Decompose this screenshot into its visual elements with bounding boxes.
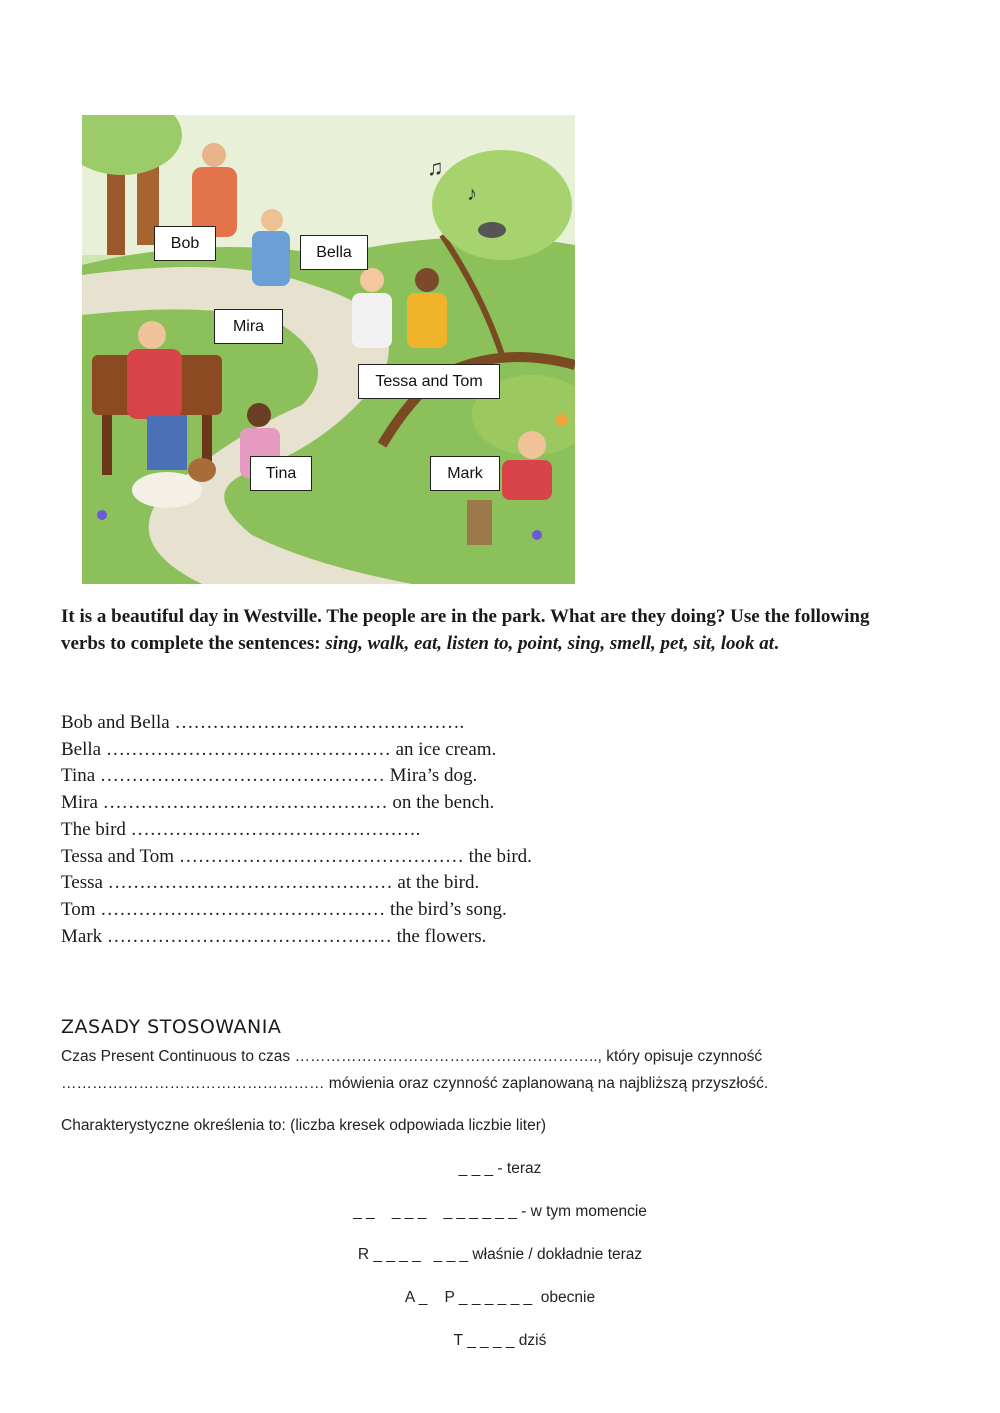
sentence: Tessa ……………………………………… at the bird. bbox=[61, 872, 480, 894]
hint-line: A _ P _ _ _ _ _ _ obecnie bbox=[404, 1289, 596, 1306]
sentence: Tina ……………………………………… Mira’s dog. bbox=[61, 765, 478, 787]
hint-line: T _ _ _ _ dziś bbox=[453, 1332, 547, 1349]
sentence: Bob and Bella ………………………………………. bbox=[61, 712, 465, 733]
label-tessa-tom: Tessa and Tom bbox=[358, 364, 500, 399]
rules-line-1: Czas Present Continuous to czas ………………………………………………….., który opisuje czynność bbox=[61, 1048, 763, 1065]
sentence: Tom ……………………………………… the bird’s song. bbox=[61, 898, 507, 920]
instructions-end: . bbox=[774, 633, 779, 654]
label-tina: Tina bbox=[250, 456, 312, 491]
sentence: The bird ………………………………………. bbox=[61, 818, 421, 840]
verb-list: sing, walk, eat, listen to, point, sing, smell, pet, sit, look at bbox=[325, 633, 775, 654]
label-mira: Mira bbox=[214, 309, 283, 344]
sentence: Mark ……………………………………… the flowers. bbox=[61, 925, 487, 947]
rules-line-3: Charakterystyczne określenia to: (liczba kresek odpowiada liczbie liter) bbox=[61, 1117, 547, 1134]
hint-line: R _ _ _ _ _ _ _ właśnie / dokładnie teraz bbox=[357, 1246, 643, 1263]
instructions-text: It is a beautiful day in Westville. The people are in the park. What are they doing? Use the following verbs to complete the sentences: bbox=[61, 606, 870, 654]
sentence: Mira ……………………………………… on the bench. bbox=[61, 792, 495, 814]
label-mark: Mark bbox=[430, 456, 500, 491]
sentence-list bbox=[61, 710, 532, 950]
rules-title: ZASADY STOSOWANIA bbox=[61, 1016, 282, 1038]
hint-line: _ _ _ - teraz bbox=[458, 1160, 542, 1177]
park-illustration bbox=[82, 115, 575, 584]
instructions bbox=[61, 603, 901, 657]
sentence: Tessa and Tom ……………………………………… the bird. bbox=[61, 845, 532, 867]
sentence: Bella ……………………………………… an ice cream. bbox=[61, 738, 497, 760]
rules-line-2: …………………………………………… mówienia oraz czynność zaplanowaną na najbliższą przyszłość. bbox=[61, 1075, 769, 1092]
label-bob: Bob bbox=[154, 226, 216, 261]
label-bella: Bella bbox=[300, 235, 368, 270]
svg-text:♫: ♫ bbox=[427, 155, 444, 180]
svg-text:♪: ♪ bbox=[467, 183, 477, 205]
hint-line: _ _ _ _ _ _ _ _ _ _ _ - w tym momencie bbox=[353, 1203, 647, 1220]
